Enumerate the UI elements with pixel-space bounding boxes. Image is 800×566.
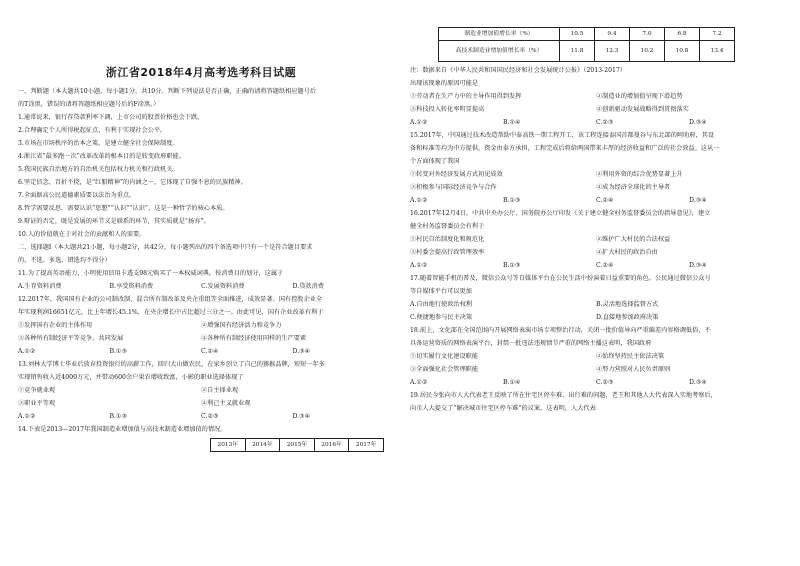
option: D.③④ bbox=[689, 197, 707, 204]
option: A.自由地行使政治权利 bbox=[410, 301, 473, 308]
option: B.①③ bbox=[503, 262, 521, 269]
text-line: 等自媒体平台可以更加 bbox=[410, 288, 472, 295]
statement: ④成为经济全球化的主导者 bbox=[596, 184, 671, 191]
statement: ②增强国有经济活力和竞争力 bbox=[201, 322, 282, 330]
question-13: 13.刘林大学博士毕业后放弃投资银行的高薪工作，回归大山做农民，在家乡创立了自己的猕猴品牌，短短一年多 bbox=[18, 361, 325, 369]
q18-options bbox=[410, 378, 782, 388]
statement: ④扩大村民的政治自由 bbox=[596, 249, 658, 256]
text-line: 二、选择题Ⅰ（本大题共21小题，每小题2分，共42分。每小题列出的四个备选项中只有一个是符合题目要求 bbox=[18, 244, 313, 252]
text-line: 个方面体现了我国 bbox=[410, 158, 460, 165]
option: B.①③ bbox=[109, 348, 128, 356]
table-cell: 10.2 bbox=[630, 41, 665, 62]
text-line: 向市人大提交了“解决城市住宅区停车难”的议案，这表明，人大代表 bbox=[410, 405, 596, 412]
text-line: 出现该现象的原因可能是 bbox=[410, 80, 479, 87]
option: C.②③ bbox=[596, 119, 614, 126]
table-cell: 12.3 bbox=[595, 41, 630, 62]
question-2: 2.合理确定个人所得税起征点，有利于实现社会公平。 bbox=[18, 127, 167, 135]
text-line: 实现销售收入近4000万元，并带动600余户果农增收致富，小影的职业选择体现了 bbox=[18, 374, 244, 382]
statement: ②制造业的增加值呈现下滑趋势 bbox=[596, 93, 683, 100]
growth-table bbox=[438, 27, 735, 62]
q17-options bbox=[410, 300, 782, 310]
statement: ①转变对外经济发展方式初见成效 bbox=[410, 171, 503, 178]
option: A.①② bbox=[410, 197, 428, 204]
option: D.直接地参加政府决策 bbox=[596, 314, 659, 321]
table-cell: 7.0 bbox=[630, 28, 665, 41]
q14-statements bbox=[410, 105, 782, 115]
option: A.①② bbox=[410, 119, 428, 126]
question-19: 19.居民今张向市人大代表老王反映了所在住宅区停车难、出行难的问题，老王和其他人大代表深入实地考察后， bbox=[410, 392, 717, 399]
question-18: 18.前上，文化部在全国范围内开展网络表演市场专项整治行动，关闭一批价值导向严重偏差内容格调低俗，不 bbox=[410, 327, 711, 334]
table-cell: 7.2 bbox=[700, 28, 735, 41]
exam-title: 浙江省2018年4月高考选考科目试题 bbox=[105, 66, 297, 79]
option: D.③④ bbox=[689, 379, 707, 386]
q15-statements bbox=[410, 183, 782, 193]
q14-statements bbox=[410, 92, 782, 102]
q16-statements bbox=[410, 248, 782, 258]
option: D.③④ bbox=[292, 413, 311, 421]
statement: ③各种所有制经济平等竞争、共同发展 bbox=[18, 335, 124, 343]
option: C.②③ bbox=[201, 413, 219, 421]
q18-statements bbox=[410, 352, 782, 362]
table-cell: 10.5 bbox=[560, 28, 595, 41]
q17-options bbox=[410, 313, 782, 323]
text-line: 年实现利润16651亿元，比上年增长45.1%，在央企增长中占比超过三分之一。由此可见，国有企业改革有利于 bbox=[18, 309, 324, 317]
text-line: 一、判断题（本大题共10小题，每小题1分，共10分。判断下列说法是否正确，正确的请将答题纸相应题号后 bbox=[18, 88, 317, 96]
q12-options bbox=[18, 347, 384, 357]
right-column bbox=[410, 0, 782, 417]
option: C.②④ bbox=[596, 197, 614, 204]
question-10: 10.人的价值就在于对社会的贡献和人的需要。 bbox=[18, 231, 146, 239]
q13-statements bbox=[18, 399, 384, 409]
option: B.享受资料消费 bbox=[109, 283, 154, 291]
option: B.灵活地选择监督方式 bbox=[596, 301, 659, 308]
q16-statements bbox=[410, 235, 782, 245]
table-cell: 9.4 bbox=[595, 28, 630, 41]
text-line: 的T涂黑，错误的请将答题纸相应题号后的F涂黑。） bbox=[18, 101, 160, 109]
option: A.生存资料消费 bbox=[18, 283, 62, 291]
year-cell: 2015年 bbox=[280, 439, 315, 452]
year-cell: 2017年 bbox=[349, 439, 384, 452]
text-line: 的，不选、多选、错选均不得分） bbox=[18, 257, 111, 265]
option: C.②④ bbox=[596, 262, 614, 269]
option: A.①② bbox=[410, 262, 428, 269]
q15-statements bbox=[410, 170, 782, 180]
question-16: 16.2017年12月4日，中共中央办公厅、国务院办公厅印发《关于建立健全村务监督委员会的指导意见》，建立 bbox=[410, 210, 711, 217]
table-source-note: 注：数据来自《中华人民共和国国民经济和社会发展统计公报》（2013-2017） bbox=[410, 67, 627, 74]
text-line: 健全村务监督委员会有利于 bbox=[410, 223, 485, 230]
row-label: 制造业增加值增长率（%） bbox=[439, 28, 560, 41]
section-two bbox=[18, 243, 384, 452]
option: D.贷款消费 bbox=[292, 283, 324, 291]
q18-statements bbox=[410, 365, 782, 375]
section-one bbox=[18, 87, 384, 240]
option: A.①② bbox=[18, 413, 36, 421]
q16-options bbox=[410, 261, 782, 271]
option: C.发展资料消费 bbox=[201, 283, 245, 291]
option: A.①② bbox=[18, 348, 36, 356]
question-7: 7.全面据高公民道德素质要以法治为重点。 bbox=[18, 192, 136, 200]
statement: ④利己主义就业观 bbox=[201, 400, 251, 408]
option: B.①④ bbox=[503, 119, 521, 126]
statement: ③积极参与国际经济竞争与合作 bbox=[410, 184, 497, 191]
q13-options bbox=[18, 412, 384, 422]
statement: ④各种所有制经济使用同样的生产要素 bbox=[201, 335, 307, 343]
statement: ④努力营照对人民负责原则 bbox=[596, 366, 671, 373]
left-column bbox=[18, 0, 384, 452]
question-9: 9.辩证的否定，既是发展的环节又是联系的环节，其实质就是“扬弃”。 bbox=[18, 218, 210, 226]
question-8: 8.哲学需要反思，需要认识“思想”“认识”“认识”，这是一种哲学的核心本质。 bbox=[18, 205, 229, 213]
question-1: 1.通常说来，银行存贷款利率下调，上市公司的股票价格也会下跌。 bbox=[18, 114, 204, 122]
statement: ①发挥国有企业的主体作用 bbox=[18, 322, 93, 330]
option: C.便捷地参与民主决策 bbox=[410, 314, 473, 321]
option: C.②③ bbox=[596, 379, 614, 386]
option: B.①④ bbox=[503, 379, 521, 386]
table-cell: 6.8 bbox=[665, 28, 700, 41]
option: B.①③ bbox=[503, 197, 521, 204]
question-11: 11.为了提高英语能力，小明使用信用卡透支98元购买了一本权威词典。按消费目的划分，这属于 bbox=[18, 270, 284, 278]
question-3: 3.市场在市场秩序的治本之策，是建立健全社会保障制度。 bbox=[18, 140, 179, 148]
question-6: 6.坚定信念、百折不挠，是“红船精神”的内涵之一，它体现了自强不息的民族精神。 bbox=[18, 179, 247, 187]
statement: ①村民自治制度化和规范化 bbox=[410, 236, 485, 243]
statement: ②维护广大村民的合法权益 bbox=[596, 236, 671, 243]
text-line: 具备运营资质的网络表演平台，封禁一批违法违规情节严重的网络主播这表明，我国政府 bbox=[410, 340, 652, 347]
question-15: 15.2017年，中国通过技术改造帮助中泰高铁一期工程开工，该工程连接泰国首都曼谷与东北部的呵叻府，其设 bbox=[410, 132, 715, 139]
table-cell: 10.8 bbox=[665, 41, 700, 62]
option: A.①② bbox=[410, 379, 428, 386]
year-cell: 2016年 bbox=[314, 439, 349, 452]
q12-statements bbox=[18, 321, 384, 331]
question-4: 4.浙江省“最多跑一次”改革改革的根本目的是转变政府职能。 bbox=[18, 153, 185, 161]
q12-statements bbox=[18, 334, 384, 344]
question-5: 5.我国民族自治地方的自治机关包括权力机关和行政机关。 bbox=[18, 166, 179, 174]
option: C.②④ bbox=[201, 348, 219, 356]
question-12: 12.2017年，我国国有企业的公司制改制、混合所有制改革及央企重组等全面推进，成效显著。国有控股企业全 bbox=[18, 296, 323, 304]
table-cell: 13.4 bbox=[700, 41, 735, 62]
q15-options bbox=[410, 196, 782, 206]
year-table bbox=[210, 438, 384, 452]
statement: ②始终坚持民主依法决策 bbox=[596, 353, 665, 360]
q14-options bbox=[410, 118, 782, 128]
statement: ③科技投入转化率明显提高 bbox=[410, 106, 485, 113]
question-14: 14.下表是2013—2017年我国制造业增加值与高技术制造业增加值的情况。 bbox=[18, 426, 227, 434]
option: D.③④ bbox=[689, 119, 707, 126]
statement: ③村委会提高行政管理效率 bbox=[410, 249, 485, 256]
q11-options bbox=[18, 282, 384, 292]
statement: ①切实履行文化建设职能 bbox=[410, 353, 479, 360]
statement: ①劳动者在生产力中的主导作用得到发挥 bbox=[410, 93, 522, 100]
row-label: 高技术制造业增加值增长率（%） bbox=[439, 41, 560, 62]
year-cell: 2013年 bbox=[211, 439, 246, 452]
table-cell: 11.8 bbox=[560, 41, 595, 62]
question-17: 17.随着智能手机的普及，微信公众号等自媒体平台在公民生活中扮演着日益重要的角色。公民通过微信公众号 bbox=[410, 275, 711, 282]
option: B.①③ bbox=[109, 413, 128, 421]
statement: ②自主择业观 bbox=[201, 387, 239, 395]
statement: ③职业平等观 bbox=[18, 400, 56, 408]
statement: ①竞争就业观 bbox=[18, 387, 56, 395]
option: D.③④ bbox=[689, 262, 707, 269]
statement: ②利用外资的综合优势显著上升 bbox=[596, 171, 683, 178]
year-cell: 2014年 bbox=[245, 439, 280, 452]
text-line: 备和标准等均为中方提供，资金由泰方承担，工程完成后将给两国带来丰厚的经济收益和广泛的社会效益。这从一 bbox=[410, 145, 720, 152]
option: D.③④ bbox=[292, 348, 311, 356]
statement: ④创新驱动发展战略得到贯彻落实 bbox=[596, 106, 689, 113]
statement: ③全面强化社会管理职能 bbox=[410, 366, 479, 373]
q13-statements bbox=[18, 386, 384, 396]
